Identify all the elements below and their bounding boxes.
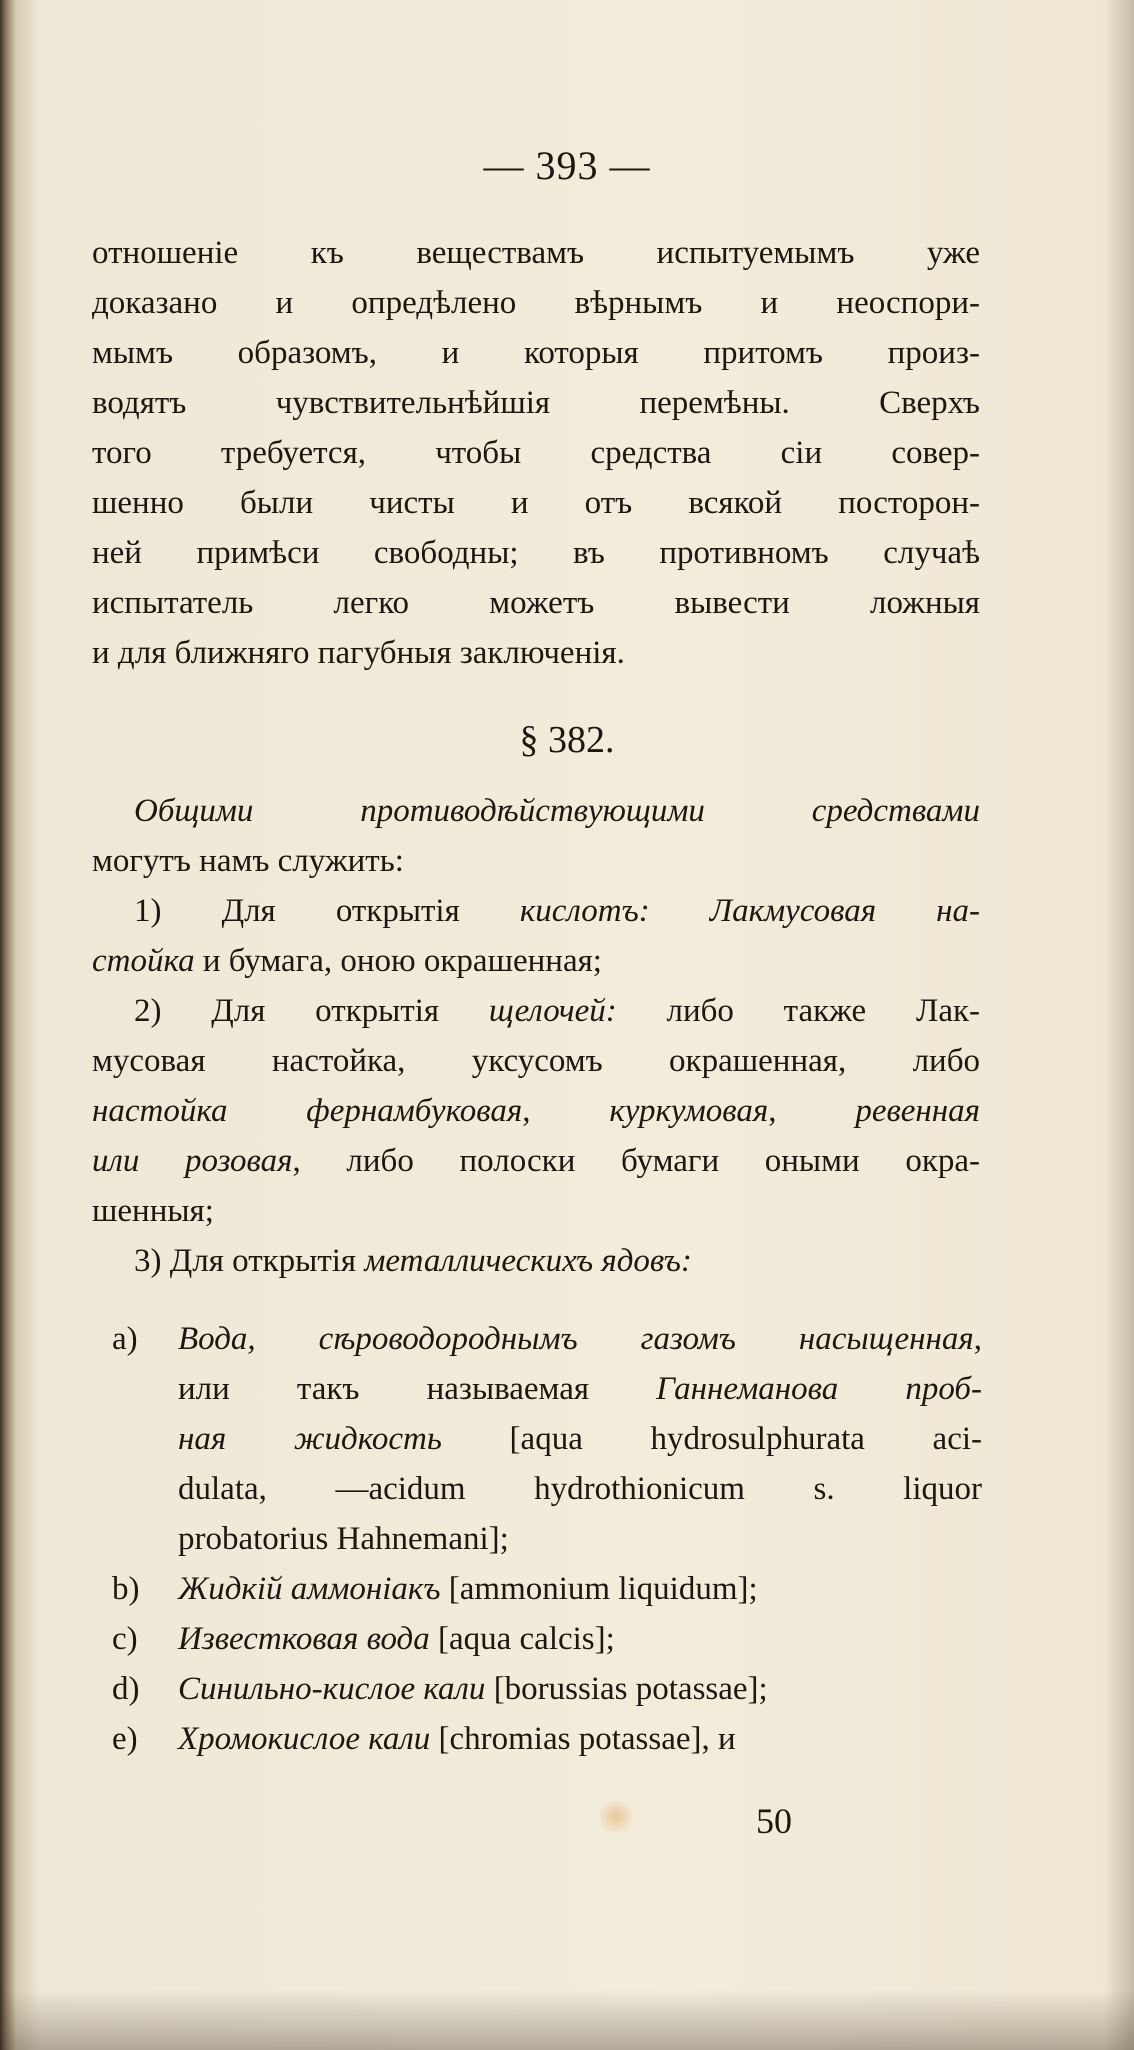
text-run: , bbox=[973, 1321, 982, 1357]
list-item-c bbox=[112, 1614, 982, 1664]
text-run: 1) Для открытія bbox=[134, 893, 520, 929]
text-run: [borussias potassae]; bbox=[485, 1671, 768, 1707]
text-line bbox=[178, 1314, 982, 1364]
item-2-line: шенныя; bbox=[92, 1193, 214, 1229]
item-1-line bbox=[92, 886, 980, 936]
text-line: и для ближняго пагубныя заключенія. bbox=[92, 635, 625, 671]
text-run: , bbox=[522, 1093, 610, 1129]
item-1-line bbox=[92, 936, 980, 986]
signature-mark: 50 bbox=[756, 1801, 792, 1841]
text-run: и бумага, оною окрашенная; bbox=[194, 943, 602, 979]
text-run: [chromias potassae], и bbox=[430, 1721, 736, 1757]
text-line bbox=[178, 1364, 982, 1414]
item-label: d) bbox=[112, 1671, 140, 1707]
text-run: , либо полоски бумаги оными окра- bbox=[292, 1143, 980, 1179]
reagent-list bbox=[112, 1314, 982, 1764]
text-run: 2) Для открытія bbox=[134, 993, 489, 1029]
text-line: отношеніе къ веществамъ испытуемымъ уже bbox=[92, 235, 980, 271]
item-label: e) bbox=[112, 1721, 138, 1757]
item-2-line bbox=[92, 986, 980, 1036]
list-item-d bbox=[112, 1664, 982, 1714]
text-line bbox=[178, 1714, 982, 1764]
text-line: того требуется, чтобы средства сіи совер- bbox=[92, 435, 980, 471]
item-2-line bbox=[92, 1086, 980, 1136]
text-line bbox=[178, 1664, 982, 1714]
item-body bbox=[178, 1664, 982, 1714]
text-line: ней примѣси свободны; въ противномъ случаѣ bbox=[92, 535, 980, 571]
text-run: [aqua hydrosulphurata aci- bbox=[441, 1421, 983, 1457]
text-line bbox=[178, 1614, 982, 1664]
italic-text: Хромокислое кали bbox=[178, 1721, 431, 1757]
italic-text: Жидкій аммоніакъ bbox=[178, 1571, 441, 1607]
text-run: [aqua calcis]; bbox=[429, 1621, 615, 1657]
paragraph-section-382 bbox=[92, 786, 980, 1286]
text-run: или такъ называемая bbox=[178, 1371, 657, 1407]
list-item-b bbox=[112, 1564, 982, 1614]
italic-text: куркумовая bbox=[609, 1093, 769, 1129]
text-line: могутъ намъ служить: bbox=[92, 843, 404, 879]
text-line: водятъ чувствительнѣйшія перемѣны. Сверхъ bbox=[92, 385, 980, 421]
italic-text: или розовая bbox=[92, 1143, 293, 1179]
item-2-line: мусовая настойка, уксусомъ окрашенная, либо bbox=[92, 1043, 980, 1079]
italic-text: Известковая вода bbox=[178, 1621, 430, 1657]
italic-text: Общими противодѣйствующими средствами bbox=[134, 793, 980, 829]
text-line bbox=[178, 1564, 982, 1614]
italic-text: стойка bbox=[92, 943, 195, 979]
page-number: — 393 — bbox=[483, 143, 651, 188]
item-2-line bbox=[92, 1136, 980, 1186]
item-body bbox=[178, 1714, 982, 1764]
italic-text: Вода, сѣроводороднымъ газомъ насыщенная bbox=[178, 1321, 974, 1357]
page-bottom-shadow bbox=[0, 1990, 1134, 2050]
text-line: dulata, —acidum hydrothionicum s. liquor bbox=[178, 1471, 982, 1507]
text-line: probatorius Hahnemani]; bbox=[178, 1521, 509, 1557]
text-line: шенно были чисты и отъ всякой посторон- bbox=[92, 485, 980, 521]
text-run: либо также Лак- bbox=[616, 993, 980, 1029]
item-label: b) bbox=[112, 1571, 140, 1607]
item-body bbox=[178, 1564, 982, 1614]
text-line: испытатель легко можетъ вывести ложныя bbox=[92, 585, 980, 621]
list-item-a bbox=[112, 1314, 982, 1564]
page-edge-shadow bbox=[1104, 0, 1134, 2050]
italic-text: ревенная bbox=[855, 1093, 981, 1129]
italic-text: металлическихъ ядовъ: bbox=[364, 1243, 692, 1279]
item-body bbox=[178, 1614, 982, 1664]
list-item-e bbox=[112, 1714, 982, 1764]
text-run: 3) Для открытія bbox=[134, 1243, 365, 1279]
item-label: a) bbox=[112, 1321, 138, 1357]
italic-text: Синильно-кислое кали bbox=[178, 1671, 486, 1707]
text-line bbox=[92, 786, 980, 836]
item-label: c) bbox=[112, 1621, 138, 1657]
paper-stain bbox=[596, 1800, 636, 1834]
paragraph-continuation bbox=[92, 228, 980, 678]
italic-text: щелочей: bbox=[488, 993, 617, 1029]
text-run: [ammonium liquidum]; bbox=[440, 1571, 758, 1607]
italic-text: ная жидкость bbox=[178, 1421, 442, 1457]
item-body bbox=[178, 1314, 982, 1564]
text-line: доказано и опредѣлено вѣрнымъ и неоспори- bbox=[92, 285, 980, 321]
item-3-line bbox=[92, 1236, 980, 1286]
text-line: мымъ образомъ, и которыя притомъ произ- bbox=[92, 335, 980, 371]
text-run: , bbox=[768, 1093, 856, 1129]
section-heading: § 382. bbox=[519, 719, 615, 761]
italic-text: Ганнеманова проб- bbox=[656, 1371, 982, 1407]
text-line bbox=[178, 1414, 982, 1464]
italic-text: кислотъ: Лакмусовая на- bbox=[519, 893, 980, 929]
italic-text: настойка фернамбуковая bbox=[92, 1093, 523, 1129]
